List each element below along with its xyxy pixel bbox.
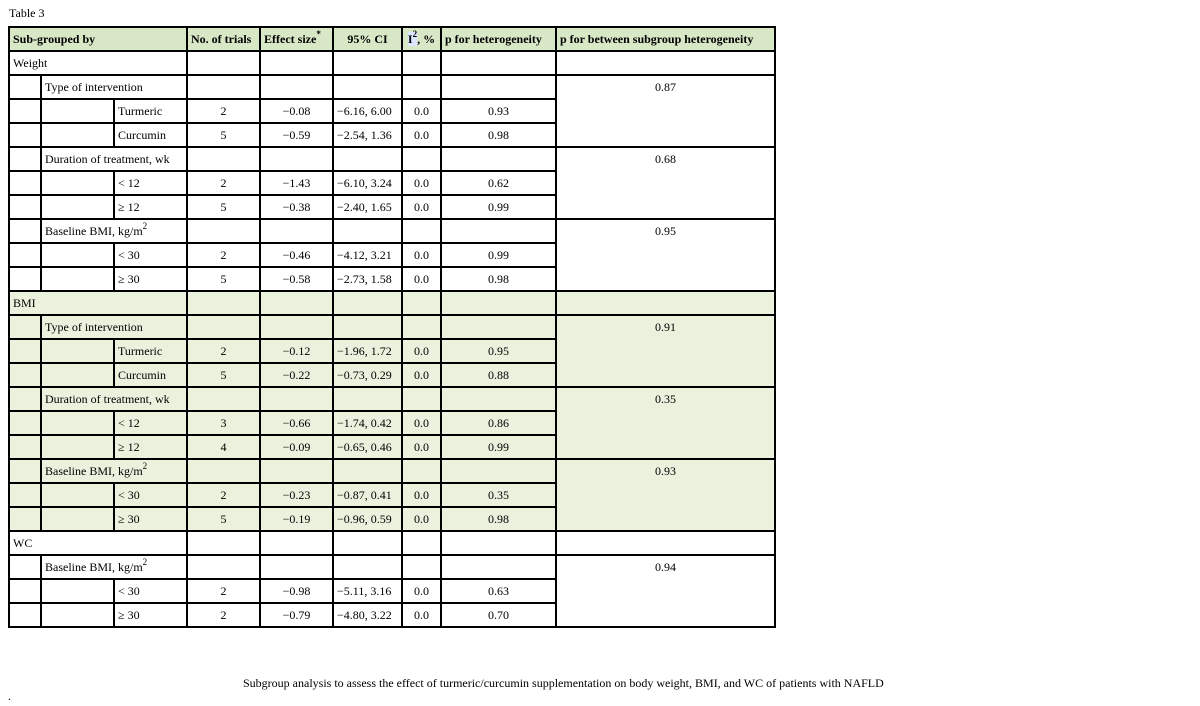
subgroup-label — [41, 387, 187, 411]
i2-label: I — [407, 32, 413, 46]
indent-cell — [9, 147, 41, 171]
indent-cell — [9, 195, 41, 219]
empty-cell — [556, 51, 775, 75]
level-label: < 30 — [114, 243, 187, 267]
indent-cell — [9, 75, 41, 99]
indent-cell — [41, 435, 114, 459]
empty-cell — [333, 459, 402, 483]
subgroup-label-text: Baseline BMI, kg/m — [45, 224, 143, 238]
indent-cell — [9, 315, 41, 339]
outcome-label: Weight — [9, 51, 187, 75]
trials-value: 2 — [187, 603, 260, 627]
p-between-value: 0.94 — [556, 555, 775, 627]
level-label: ≥ 30 — [114, 267, 187, 291]
p-heterogeneity-value: 0.93 — [441, 99, 556, 123]
subgroup-table — [8, 26, 776, 628]
p-between-value: 0.68 — [556, 147, 775, 219]
subgroup-row — [9, 219, 775, 243]
effect-size-value: −0.23 — [260, 483, 333, 507]
p-heterogeneity-value: 0.99 — [441, 435, 556, 459]
i2-value: 0.0 — [402, 195, 441, 219]
subgroup-row — [9, 555, 775, 579]
indent-cell — [9, 99, 41, 123]
empty-cell — [402, 147, 441, 171]
table-label: Table 3 — [9, 6, 45, 20]
trials-value: 5 — [187, 507, 260, 531]
indent-cell — [9, 507, 41, 531]
subgroup-label — [41, 147, 187, 171]
indent-cell — [9, 411, 41, 435]
effect-size-value: −0.59 — [260, 123, 333, 147]
indent-cell — [9, 483, 41, 507]
empty-cell — [187, 291, 260, 315]
trials-value: 4 — [187, 435, 260, 459]
i2-value: 0.0 — [402, 579, 441, 603]
empty-cell — [402, 291, 441, 315]
empty-cell — [441, 219, 556, 243]
ci-value: −0.96, 0.59 — [333, 507, 402, 531]
level-label: ≥ 12 — [114, 195, 187, 219]
empty-cell — [556, 291, 775, 315]
ci-value: −1.74, 0.42 — [333, 411, 402, 435]
effect-size-value: −0.09 — [260, 435, 333, 459]
effect-size-value: −0.08 — [260, 99, 333, 123]
subgroup-row — [9, 147, 775, 171]
p-heterogeneity-value: 0.88 — [441, 363, 556, 387]
indent-cell — [41, 339, 114, 363]
footnote-mark: . — [8, 689, 11, 703]
header-p-heterogeneity: p for heterogeneity — [441, 27, 556, 51]
ci-value: −5.11, 3.16 — [333, 579, 402, 603]
p-heterogeneity-value: 0.70 — [441, 603, 556, 627]
trials-value: 5 — [187, 363, 260, 387]
p-between-value: 0.95 — [556, 219, 775, 291]
empty-cell — [187, 387, 260, 411]
unit-superscript: 2 — [142, 461, 148, 471]
effect-size-value: −0.46 — [260, 243, 333, 267]
subgroup-row — [9, 75, 775, 99]
effect-size-value: −1.43 — [260, 171, 333, 195]
indent-cell — [9, 555, 41, 579]
trials-value: 2 — [187, 339, 260, 363]
p-heterogeneity-value: 0.35 — [441, 483, 556, 507]
empty-cell — [260, 51, 333, 75]
empty-cell — [260, 555, 333, 579]
indent-cell — [41, 267, 114, 291]
ci-value: −1.96, 1.72 — [333, 339, 402, 363]
empty-cell — [260, 291, 333, 315]
header-i2 — [402, 27, 441, 51]
empty-cell — [187, 531, 260, 555]
i2-unit: , % — [417, 32, 436, 46]
trials-value: 2 — [187, 483, 260, 507]
indent-cell — [41, 123, 114, 147]
i2-value: 0.0 — [402, 171, 441, 195]
empty-cell — [260, 219, 333, 243]
subgroup-label — [41, 75, 187, 99]
p-between-value: 0.87 — [556, 75, 775, 147]
trials-value: 5 — [187, 267, 260, 291]
subgroup-label — [41, 555, 187, 579]
header-row — [9, 27, 775, 51]
empty-cell — [402, 219, 441, 243]
empty-cell — [402, 51, 441, 75]
empty-cell — [441, 291, 556, 315]
effect-size-value: −0.98 — [260, 579, 333, 603]
p-heterogeneity-value: 0.62 — [441, 171, 556, 195]
subgroup-row — [9, 459, 775, 483]
subgroup-label-text: Baseline BMI, kg/m — [45, 464, 143, 478]
empty-cell — [402, 531, 441, 555]
empty-cell — [402, 459, 441, 483]
i2-value: 0.0 — [402, 483, 441, 507]
indent-cell — [9, 267, 41, 291]
i2-value: 0.0 — [402, 339, 441, 363]
effect-size-value: −0.79 — [260, 603, 333, 627]
ci-value: −2.40, 1.65 — [333, 195, 402, 219]
effect-size-value: −0.19 — [260, 507, 333, 531]
empty-cell — [441, 555, 556, 579]
empty-cell — [333, 219, 402, 243]
ci-value: −2.54, 1.36 — [333, 123, 402, 147]
table-caption: Subgroup analysis to assess the effect of turmeric/curcumin supplementation on body weight, BMI, and WC of patients with NAFLD — [243, 676, 884, 690]
empty-cell — [441, 75, 556, 99]
header-subgrouped-by: Sub-grouped by — [9, 27, 187, 51]
indent-cell — [9, 123, 41, 147]
empty-cell — [441, 51, 556, 75]
trials-value: 5 — [187, 195, 260, 219]
effect-size-label: Effect size — [264, 32, 317, 46]
empty-cell — [260, 315, 333, 339]
empty-cell — [187, 147, 260, 171]
level-label: Turmeric — [114, 99, 187, 123]
p-between-value: 0.93 — [556, 459, 775, 531]
p-heterogeneity-value: 0.98 — [441, 507, 556, 531]
subgroup-row — [9, 387, 775, 411]
empty-cell — [187, 75, 260, 99]
subgroup-row — [9, 315, 775, 339]
empty-cell — [187, 459, 260, 483]
trials-value: 2 — [187, 243, 260, 267]
indent-cell — [9, 339, 41, 363]
ci-value: −0.65, 0.46 — [333, 435, 402, 459]
p-heterogeneity-value: 0.98 — [441, 123, 556, 147]
trials-value: 3 — [187, 411, 260, 435]
indent-cell — [9, 603, 41, 627]
p-heterogeneity-value: 0.98 — [441, 267, 556, 291]
empty-cell — [333, 315, 402, 339]
outcome-label: WC — [9, 531, 187, 555]
p-heterogeneity-value: 0.86 — [441, 411, 556, 435]
header-no-trials: No. of trials — [187, 27, 260, 51]
empty-cell — [333, 555, 402, 579]
effect-size-value: −0.12 — [260, 339, 333, 363]
subgroup-label — [41, 219, 187, 243]
subgroup-label-text: Baseline BMI, kg/m — [45, 560, 143, 574]
indent-cell — [9, 243, 41, 267]
empty-cell — [402, 75, 441, 99]
effect-size-footnote-mark: * — [316, 29, 321, 39]
ci-value: −0.73, 0.29 — [333, 363, 402, 387]
empty-cell — [402, 315, 441, 339]
empty-cell — [333, 147, 402, 171]
empty-cell — [402, 555, 441, 579]
level-label: < 12 — [114, 411, 187, 435]
level-label: ≥ 30 — [114, 507, 187, 531]
indent-cell — [9, 219, 41, 243]
empty-cell — [260, 147, 333, 171]
i2-value: 0.0 — [402, 603, 441, 627]
subgroup-label-text: Duration of treatment, wk — [45, 392, 170, 406]
subgroup-label-text: Type of intervention — [45, 320, 143, 334]
i2-value: 0.0 — [402, 267, 441, 291]
i2-value: 0.0 — [402, 243, 441, 267]
p-heterogeneity-value: 0.99 — [441, 243, 556, 267]
header-p-between: p for between subgroup heterogeneity — [556, 27, 775, 51]
ci-value: −6.10, 3.24 — [333, 171, 402, 195]
empty-cell — [333, 75, 402, 99]
effect-size-value: −0.22 — [260, 363, 333, 387]
level-label: < 12 — [114, 171, 187, 195]
empty-cell — [260, 75, 333, 99]
empty-cell — [333, 51, 402, 75]
indent-cell — [9, 435, 41, 459]
empty-cell — [441, 459, 556, 483]
ci-value: −0.87, 0.41 — [333, 483, 402, 507]
level-label: ≥ 12 — [114, 435, 187, 459]
empty-cell — [333, 531, 402, 555]
empty-cell — [187, 51, 260, 75]
empty-cell — [187, 219, 260, 243]
indent-cell — [41, 99, 114, 123]
ci-value: −4.80, 3.22 — [333, 603, 402, 627]
trials-value: 2 — [187, 579, 260, 603]
header-ci: 95% CI — [333, 27, 402, 51]
indent-cell — [41, 579, 114, 603]
trials-value: 2 — [187, 171, 260, 195]
empty-cell — [187, 555, 260, 579]
p-heterogeneity-value: 0.63 — [441, 579, 556, 603]
subgroup-label-text: Type of intervention — [45, 80, 143, 94]
empty-cell — [260, 459, 333, 483]
level-label: Curcumin — [114, 363, 187, 387]
indent-cell — [9, 579, 41, 603]
i2-value: 0.0 — [402, 507, 441, 531]
level-label: < 30 — [114, 483, 187, 507]
ci-value: −6.16, 6.00 — [333, 99, 402, 123]
level-label: Turmeric — [114, 339, 187, 363]
ci-value: −4.12, 3.21 — [333, 243, 402, 267]
empty-cell — [441, 147, 556, 171]
outcome-label: BMI — [9, 291, 187, 315]
outcome-row — [9, 51, 775, 75]
subgroup-label — [41, 315, 187, 339]
p-between-value: 0.35 — [556, 387, 775, 459]
level-label: < 30 — [114, 579, 187, 603]
empty-cell — [556, 531, 775, 555]
indent-cell — [9, 387, 41, 411]
trials-value: 2 — [187, 99, 260, 123]
indent-cell — [41, 411, 114, 435]
empty-cell — [333, 387, 402, 411]
indent-cell — [41, 603, 114, 627]
empty-cell — [441, 387, 556, 411]
empty-cell — [187, 315, 260, 339]
outcome-row — [9, 531, 775, 555]
empty-cell — [260, 531, 333, 555]
subgroup-label-text: Duration of treatment, wk — [45, 152, 170, 166]
effect-size-value: −0.66 — [260, 411, 333, 435]
indent-cell — [9, 363, 41, 387]
empty-cell — [441, 315, 556, 339]
effect-size-value: −0.38 — [260, 195, 333, 219]
i2-value: 0.0 — [402, 435, 441, 459]
outcome-row — [9, 291, 775, 315]
subgroup-label — [41, 459, 187, 483]
indent-cell — [41, 243, 114, 267]
indent-cell — [41, 363, 114, 387]
indent-cell — [41, 195, 114, 219]
indent-cell — [9, 171, 41, 195]
i2-value: 0.0 — [402, 99, 441, 123]
indent-cell — [41, 507, 114, 531]
i2-value: 0.0 — [402, 123, 441, 147]
p-heterogeneity-value: 0.99 — [441, 195, 556, 219]
trials-value: 5 — [187, 123, 260, 147]
i2-value: 0.0 — [402, 411, 441, 435]
header-effect-size — [260, 27, 333, 51]
i2-value: 0.0 — [402, 363, 441, 387]
empty-cell — [333, 291, 402, 315]
indent-cell — [9, 459, 41, 483]
empty-cell — [441, 531, 556, 555]
ci-value: −2.73, 1.58 — [333, 267, 402, 291]
level-label: Curcumin — [114, 123, 187, 147]
indent-cell — [41, 483, 114, 507]
effect-size-value: −0.58 — [260, 267, 333, 291]
indent-cell — [41, 171, 114, 195]
empty-cell — [260, 387, 333, 411]
p-between-value: 0.91 — [556, 315, 775, 387]
table-body — [9, 51, 775, 627]
p-heterogeneity-value: 0.95 — [441, 339, 556, 363]
level-label: ≥ 30 — [114, 603, 187, 627]
unit-superscript: 2 — [142, 557, 148, 567]
empty-cell — [402, 387, 441, 411]
i2-superscript: 2 — [412, 29, 418, 39]
unit-superscript: 2 — [142, 221, 148, 231]
